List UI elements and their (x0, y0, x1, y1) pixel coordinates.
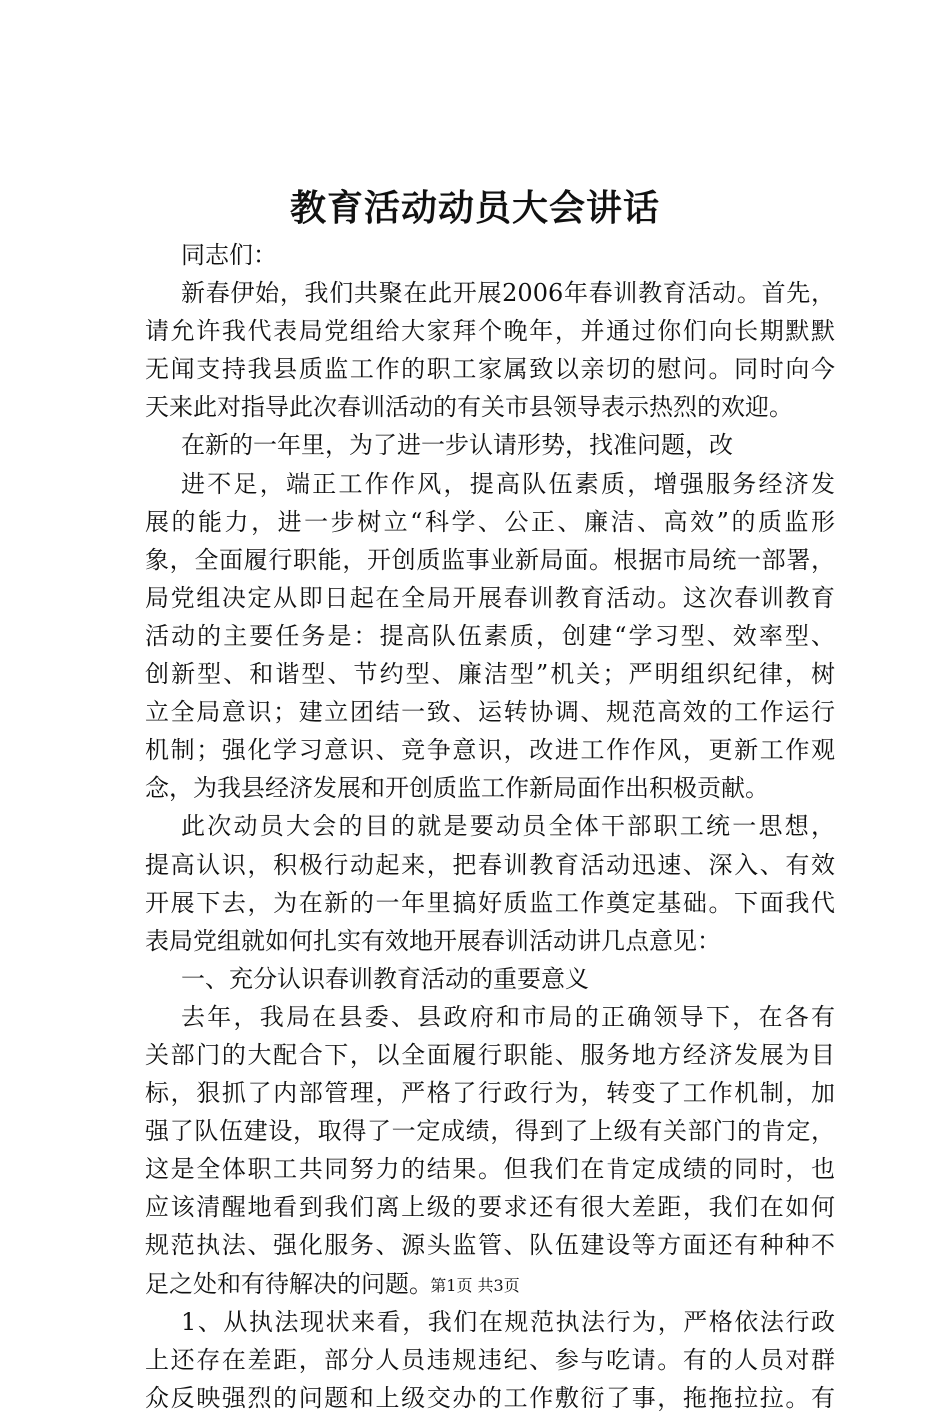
text-line: 众反映强烈的问题和上级交办的工作敷衍了事，拖拖拉拉。有 (145, 1383, 835, 1412)
text-line: 天来此对指导此次春训活动的有关市县领导表示热烈的欢迎。 (145, 393, 793, 422)
text-line: 关部门的大配合下，以全面履行职能、服务地方经济发展为目 (145, 1040, 835, 1069)
text-line: 应该清醒地看到我们离上级的要求还有很大差距，我们在如何 (145, 1193, 835, 1222)
text-line: 开展下去，为在新的一年里搞好质监工作奠定基础。下面我代 (145, 888, 835, 917)
document-body (145, 236, 835, 1417)
text-line: 象，全面履行职能，开创质监事业新局面。根据市局统一部署， (145, 545, 835, 574)
text-line: 活动的主要任务是：提高队伍素质，创建“学习型、效率型、 (145, 621, 835, 650)
text-line: 新春伊始，我们共聚在此开展2006年春训教育活动。首先， (181, 279, 835, 308)
text-line: 这是全体职工共同努力的结果。但我们在肯定成绩的同时，也 (145, 1155, 835, 1184)
text-line: 标，狠抓了内部管理，严格了行政行为，转变了工作机制，加 (145, 1079, 835, 1108)
text-line: 强了队伍建设，取得了一定成绩，得到了上级有关部门的肯定， (145, 1117, 835, 1146)
text-line: 表局党组就如何扎实有效地开展春训活动讲几点意见： (145, 926, 721, 955)
text-line: 去年，我局在县委、县政府和市局的正确领导下，在各有 (181, 1002, 835, 1031)
text-line: 请允许我代表局党组给大家拜个晚年，并通过你们向长期默默 (145, 317, 835, 346)
text-line: 局党组决定从即日起在全局开展春训教育活动。这次春训教育 (145, 583, 835, 612)
page-number-footer: 第1页 共3页 (430, 1276, 520, 1295)
text-line: 此次动员大会的目的就是要动员全体干部职工统一思想， (181, 812, 835, 841)
text-line: 在新的一年里，为了进一步认请形势，找准问题，改 (181, 431, 733, 460)
text-line: 创新型、和谐型、节约型、廉洁型”机关；严明组织纪律，树 (145, 660, 835, 689)
text-line: 立全局意识；建立团结一致、运转协调、规范高效的工作运行 (145, 698, 835, 727)
text-line: 无闻支持我县质监工作的职工家属致以亲切的慰问。同时向今 (145, 355, 835, 384)
text-line: 1、从执法现状来看，我们在规范执法行为，严格依法行政 (181, 1307, 835, 1336)
text-line: 足之处和有待解决的问题。 (145, 1269, 433, 1298)
text-line: 展的能力，进一步树立“科学、公正、廉洁、高效”的质监形 (145, 507, 835, 536)
text-line: 念，为我县经济发展和开创质监工作新局面作出积极贡献。 (145, 774, 769, 803)
text-line: 同志们： (181, 241, 277, 269)
text-line: 上还存在差距，部分人员违规违纪、参与吃请。有的人员对群 (145, 1345, 835, 1374)
document-title: 教育活动动员大会讲话 (289, 187, 660, 229)
section-heading: 一、充分认识春训教育活动的重要意义 (181, 964, 589, 993)
text-line: 进不足，端正工作作风，提高队伍素质，增强服务经济发 (181, 469, 835, 498)
text-line: 机制；强化学习意识、竞争意识，改进工作作风，更新工作观 (145, 736, 835, 765)
text-line: 规范执法、强化服务、源头监管、队伍建设等方面还有种种不 (145, 1231, 835, 1260)
text-line: 提高认识，积极行动起来，把春训教育活动迅速、深入、有效 (145, 850, 835, 879)
